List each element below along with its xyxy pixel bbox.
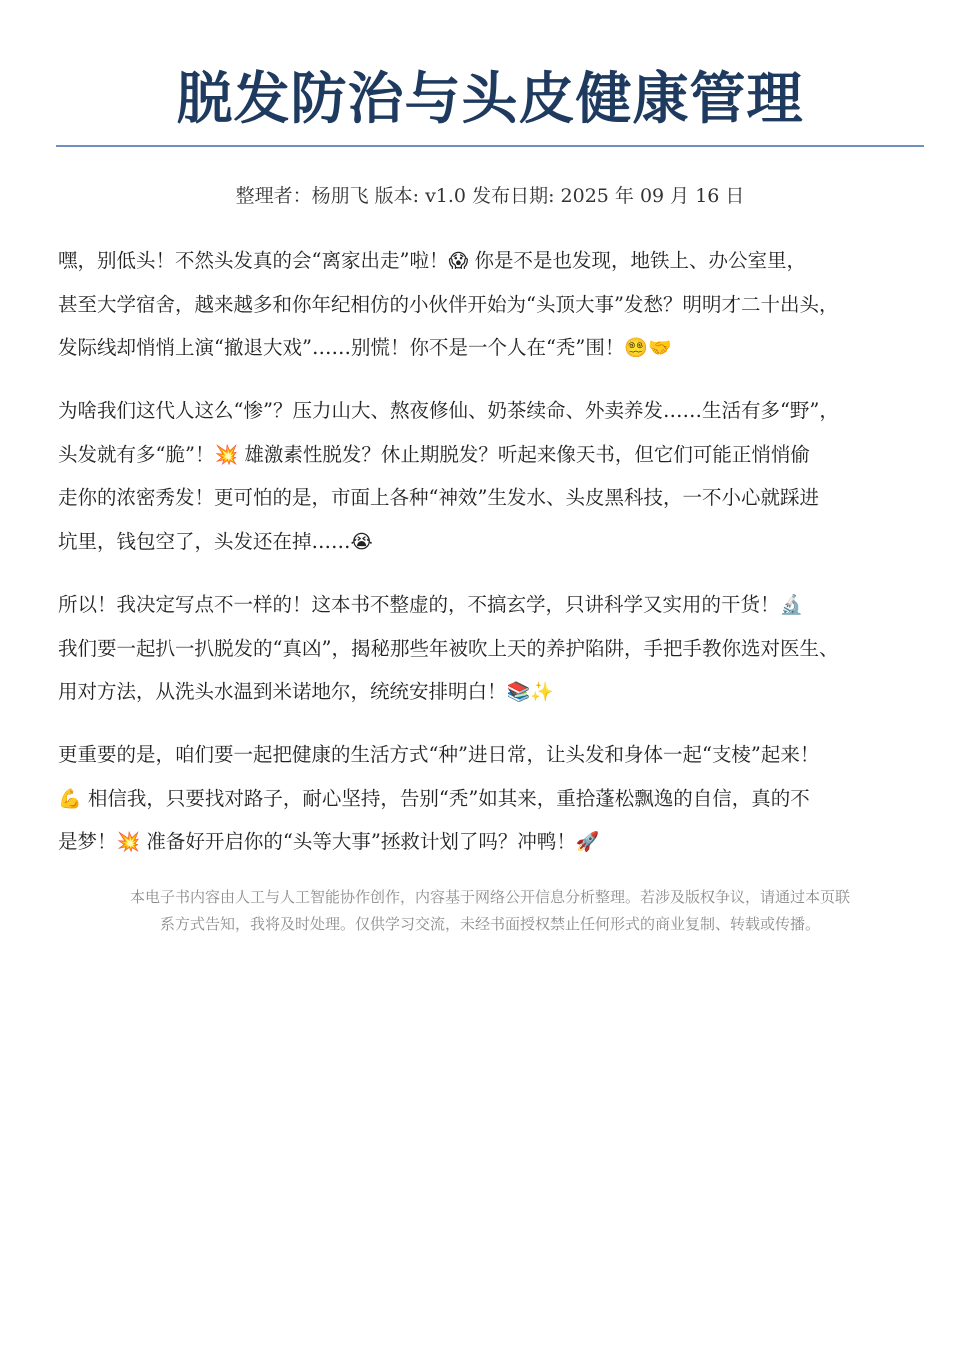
paragraph-text: 更重要的是，咱们要一起把健康的生活方式“种”进日常，让头发和身体一起“支棱”起来！ — [58, 743, 820, 766]
intro-paragraph-3 — [58, 583, 926, 714]
paragraph-line — [58, 433, 926, 477]
crying-face-icon: 😭 — [350, 530, 373, 553]
flexed-biceps-icon: 💪 — [58, 787, 82, 810]
screaming-face-icon: 😱 — [448, 250, 469, 272]
paragraph-text: 是梦！ — [58, 830, 117, 853]
version-label: 版本: v1.0 — [374, 185, 467, 207]
paragraph-line — [58, 777, 926, 821]
document-meta — [56, 181, 924, 211]
copyright-notice — [56, 884, 924, 938]
paragraph-text: 为啥我们这代人这么“惨”？压力山大、熬夜修仙、奶茶续命、外卖养发……生活有多“野”， — [58, 399, 839, 422]
paragraph-text: 头发就有多“脆”！ — [58, 442, 215, 466]
paragraph-line — [58, 820, 926, 864]
paragraph-line — [58, 476, 926, 520]
paragraph-text: 所以！我决定写点不一样的！这本书不整虚的，不搞玄学，只讲科学又实用的干货！ — [58, 593, 780, 616]
paragraph-text: 坑里，钱包空了，头发还在掉…… — [58, 529, 351, 553]
paragraph-text: 雄激素性脱发？休止期脱发？听起来像天书，但它们可能正悄悄偷 — [238, 442, 810, 466]
paragraph-text: 发际线却悄悄上演“撤退大戏”……别慌！你不是一个人在“秃”围！ — [58, 336, 625, 359]
paragraph-text: 用对方法，从洗头水温到米诺地尔，统统安排明白！ — [58, 680, 507, 703]
sparkles-icon: ✨ — [530, 681, 554, 703]
handshake-icon: 🤝 — [648, 337, 672, 359]
publish-date-label: 发布日期: 2025 年 09 月 16 日 — [472, 185, 745, 207]
dizzy-face-icon: 😵‍💫 — [624, 337, 649, 359]
rocket-icon: 🚀 — [575, 831, 600, 853]
paragraph-text: 相信我，只要找对路子，耐心坚持，告别“秃”如其来，重拾蓬松飘逸的自信，真的不 — [81, 786, 810, 810]
paragraph-line — [58, 520, 926, 564]
paragraph-text: 走你的浓密秀发！更可怕的是，市面上各种“神效”生发水、头皮黑科技，一不小心就踩进 — [58, 486, 819, 509]
paragraph-text: 甚至大学宿舍，越来越多和你年纪相仿的小伙伴开始为“头顶大事”发愁？明明才二十出头， — [58, 292, 839, 316]
paragraph-line — [58, 733, 926, 777]
paragraph-line — [58, 326, 926, 370]
title-divider — [56, 145, 924, 147]
books-icon: 📚 — [506, 681, 531, 703]
paragraph-text: 我们要一起扒一扒脱发的“真凶”，揭秘那些年被吹上天的养护陷阱，手把手教你选对医生、 — [58, 636, 839, 660]
intro-paragraph-1 — [58, 239, 926, 370]
collision-icon: 💥 — [116, 831, 141, 853]
copyright-line: 系方式告知，我将及时处理。仅供学习交流，未经书面授权禁止任何形式的商业复制、转载或传播。 — [159, 915, 820, 933]
intro-paragraph-2 — [58, 389, 926, 563]
paragraph-line — [58, 283, 926, 327]
paragraph-text: 嘿，别低头！不然头发真的会“离家出走”啦！ — [58, 249, 449, 272]
collision-icon: 💥 — [214, 443, 239, 466]
author-label: 整理者：杨朋飞 — [235, 185, 369, 207]
paragraph-line — [58, 239, 926, 283]
copyright-line: 本电子书内容由人工与人工智能协作创作，内容基于网络公开信息分析整理。若涉及版权争议，请通过本页联 — [129, 888, 850, 906]
paragraph-line — [58, 583, 926, 627]
document-title: 脱发防治与头皮健康管理 — [176, 67, 804, 132]
intro-paragraph-4 — [58, 733, 926, 864]
paragraph-line — [58, 627, 926, 671]
paragraph-text: 你是不是也发现，地铁上、办公室里， — [468, 249, 806, 272]
microscope-icon: 🔬 — [779, 594, 804, 616]
paragraph-line — [58, 389, 926, 433]
paragraph-text: 准备好开启你的“头等大事”拯救计划了吗？冲鸭！ — [140, 830, 576, 853]
paragraph-line — [58, 670, 926, 714]
